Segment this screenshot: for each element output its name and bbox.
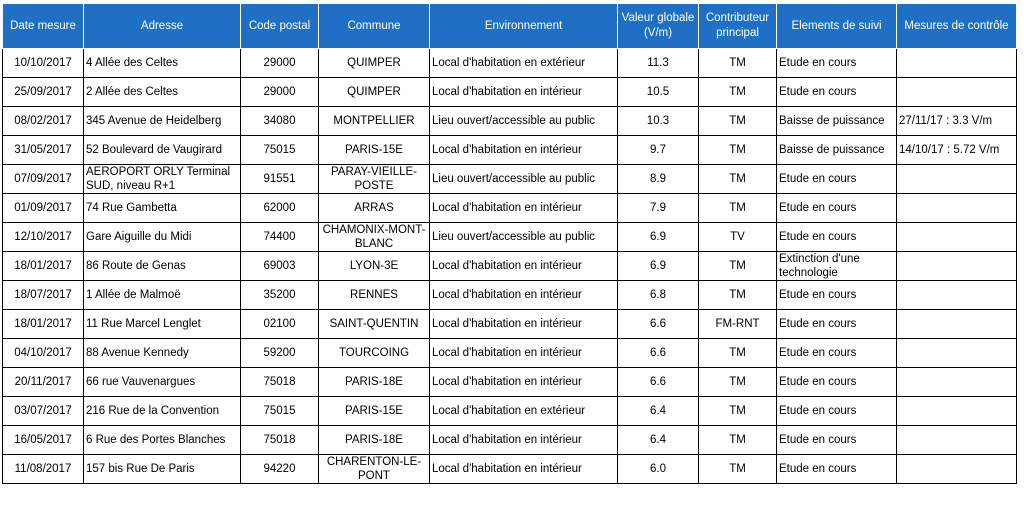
cell-date: 03/07/2017 bbox=[3, 397, 84, 426]
cell-code-postal: 69003 bbox=[241, 252, 319, 281]
cell-valeur: 8.9 bbox=[618, 165, 699, 194]
cell-date: 18/01/2017 bbox=[3, 252, 84, 281]
cell-commune: PARIS-18E bbox=[319, 368, 430, 397]
table-row bbox=[3, 455, 1017, 484]
table-row bbox=[3, 165, 1017, 194]
cell-suivi: Etude en cours bbox=[777, 281, 897, 310]
cell-contributeur: TM bbox=[699, 281, 777, 310]
cell-commune: CHAMONIX-MONT-BLANC bbox=[319, 223, 430, 252]
cell-environnement: Local d'habitation en extérieur bbox=[430, 397, 618, 426]
cell-environnement: Local d'habitation en intérieur bbox=[430, 194, 618, 223]
cell-adresse: Gare Aiguille du Midi bbox=[84, 223, 241, 252]
cell-valeur: 11.3 bbox=[618, 49, 699, 78]
cell-adresse: 345 Avenue de Heidelberg bbox=[84, 107, 241, 136]
cell-adresse: 157 bis Rue De Paris bbox=[84, 455, 241, 484]
cell-commune: QUIMPER bbox=[319, 49, 430, 78]
cell-controle bbox=[897, 455, 1017, 484]
cell-valeur: 6.9 bbox=[618, 223, 699, 252]
cell-date: 12/10/2017 bbox=[3, 223, 84, 252]
cell-contributeur: TM bbox=[699, 107, 777, 136]
cell-date: 31/05/2017 bbox=[3, 136, 84, 165]
cell-commune: PARAY-VIEILLE-POSTE bbox=[319, 165, 430, 194]
col-header-environnement: Environnement bbox=[430, 4, 618, 49]
cell-valeur: 7.9 bbox=[618, 194, 699, 223]
cell-suivi: Etude en cours bbox=[777, 455, 897, 484]
cell-environnement: Local d'habitation en intérieur bbox=[430, 426, 618, 455]
cell-contributeur: TM bbox=[699, 397, 777, 426]
measurement-table bbox=[2, 3, 1017, 484]
cell-suivi: Etude en cours bbox=[777, 49, 897, 78]
cell-environnement: Lieu ouvert/accessible au public bbox=[430, 165, 618, 194]
cell-date: 18/01/2017 bbox=[3, 310, 84, 339]
cell-adresse: 2 Allée des Celtes bbox=[84, 78, 241, 107]
col-header-valeur: Valeur globale (V/m) bbox=[618, 4, 699, 49]
cell-suivi: Etude en cours bbox=[777, 78, 897, 107]
table-row bbox=[3, 310, 1017, 339]
cell-valeur: 10.3 bbox=[618, 107, 699, 136]
cell-suivi: Etude en cours bbox=[777, 165, 897, 194]
table-row bbox=[3, 397, 1017, 426]
cell-suivi: Etude en cours bbox=[777, 397, 897, 426]
cell-adresse: 4 Allée des Celtes bbox=[84, 49, 241, 78]
col-header-code-postal: Code postal bbox=[241, 4, 319, 49]
cell-code-postal: 91551 bbox=[241, 165, 319, 194]
measurement-table-container bbox=[2, 3, 1017, 484]
cell-controle bbox=[897, 426, 1017, 455]
cell-suivi: Extinction d'une technologie bbox=[777, 252, 897, 281]
cell-commune: PARIS-15E bbox=[319, 136, 430, 165]
col-header-controle: Mesures de contrôle bbox=[897, 4, 1017, 49]
cell-controle bbox=[897, 78, 1017, 107]
cell-code-postal: 94220 bbox=[241, 455, 319, 484]
table-row bbox=[3, 136, 1017, 165]
cell-controle bbox=[897, 223, 1017, 252]
cell-date: 11/08/2017 bbox=[3, 455, 84, 484]
cell-controle: 27/11/17 : 3.3 V/m bbox=[897, 107, 1017, 136]
cell-controle bbox=[897, 252, 1017, 281]
cell-code-postal: 29000 bbox=[241, 49, 319, 78]
cell-adresse: 74 Rue Gambetta bbox=[84, 194, 241, 223]
cell-adresse: AEROPORT ORLY Terminal SUD, niveau R+1 bbox=[84, 165, 241, 194]
cell-adresse: 216 Rue de la Convention bbox=[84, 397, 241, 426]
cell-contributeur: TM bbox=[699, 426, 777, 455]
cell-contributeur: TM bbox=[699, 136, 777, 165]
table-row bbox=[3, 368, 1017, 397]
cell-environnement: Local d'habitation en intérieur bbox=[430, 455, 618, 484]
table-row bbox=[3, 281, 1017, 310]
cell-adresse: 86 Route de Genas bbox=[84, 252, 241, 281]
cell-valeur: 6.6 bbox=[618, 368, 699, 397]
cell-commune: MONTPELLIER bbox=[319, 107, 430, 136]
cell-code-postal: 75015 bbox=[241, 397, 319, 426]
cell-environnement: Local d'habitation en intérieur bbox=[430, 252, 618, 281]
cell-adresse: 66 rue Vauvenargues bbox=[84, 368, 241, 397]
cell-adresse: 1 Allée de Malmoë bbox=[84, 281, 241, 310]
cell-environnement: Lieu ouvert/accessible au public bbox=[430, 223, 618, 252]
col-header-adresse: Adresse bbox=[84, 4, 241, 49]
col-header-contributeur: Contributeur principal bbox=[699, 4, 777, 49]
cell-environnement: Local d'habitation en intérieur bbox=[430, 281, 618, 310]
cell-controle bbox=[897, 281, 1017, 310]
cell-commune: LYON-3E bbox=[319, 252, 430, 281]
cell-suivi: Etude en cours bbox=[777, 223, 897, 252]
cell-valeur: 6.0 bbox=[618, 455, 699, 484]
cell-valeur: 6.4 bbox=[618, 426, 699, 455]
cell-environnement: Local d'habitation en intérieur bbox=[430, 339, 618, 368]
cell-code-postal: 62000 bbox=[241, 194, 319, 223]
cell-date: 18/07/2017 bbox=[3, 281, 84, 310]
cell-suivi: Baisse de puissance bbox=[777, 136, 897, 165]
cell-date: 08/02/2017 bbox=[3, 107, 84, 136]
table-row bbox=[3, 252, 1017, 281]
table-row bbox=[3, 339, 1017, 368]
cell-date: 04/10/2017 bbox=[3, 339, 84, 368]
cell-controle bbox=[897, 194, 1017, 223]
header-row bbox=[3, 4, 1017, 49]
table-body bbox=[3, 49, 1017, 484]
cell-contributeur: TM bbox=[699, 455, 777, 484]
cell-adresse: 52 Boulevard de Vaugirard bbox=[84, 136, 241, 165]
cell-environnement: Local d'habitation en intérieur bbox=[430, 368, 618, 397]
cell-suivi: Etude en cours bbox=[777, 310, 897, 339]
cell-commune: SAINT-QUENTIN bbox=[319, 310, 430, 339]
cell-valeur: 6.6 bbox=[618, 310, 699, 339]
cell-code-postal: 75018 bbox=[241, 368, 319, 397]
cell-contributeur: TM bbox=[699, 78, 777, 107]
cell-controle bbox=[897, 397, 1017, 426]
table-row bbox=[3, 78, 1017, 107]
cell-adresse: 6 Rue des Portes Blanches bbox=[84, 426, 241, 455]
col-header-commune: Commune bbox=[319, 4, 430, 49]
col-header-date: Date mesure bbox=[3, 4, 84, 49]
cell-environnement: Local d'habitation en intérieur bbox=[430, 78, 618, 107]
cell-commune: PARIS-15E bbox=[319, 397, 430, 426]
cell-code-postal: 59200 bbox=[241, 339, 319, 368]
cell-contributeur: TM bbox=[699, 252, 777, 281]
cell-suivi: Etude en cours bbox=[777, 339, 897, 368]
table-row bbox=[3, 107, 1017, 136]
cell-suivi: Baisse de puissance bbox=[777, 107, 897, 136]
cell-suivi: Etude en cours bbox=[777, 426, 897, 455]
cell-code-postal: 34080 bbox=[241, 107, 319, 136]
cell-contributeur: FM-RNT bbox=[699, 310, 777, 339]
cell-code-postal: 29000 bbox=[241, 78, 319, 107]
cell-environnement: Local d'habitation en intérieur bbox=[430, 136, 618, 165]
cell-contributeur: TM bbox=[699, 49, 777, 78]
cell-contributeur: TM bbox=[699, 368, 777, 397]
cell-valeur: 6.8 bbox=[618, 281, 699, 310]
table-row bbox=[3, 194, 1017, 223]
cell-commune: ARRAS bbox=[319, 194, 430, 223]
cell-contributeur: TV bbox=[699, 223, 777, 252]
cell-controle bbox=[897, 165, 1017, 194]
cell-code-postal: 75018 bbox=[241, 426, 319, 455]
cell-commune: PARIS-18E bbox=[319, 426, 430, 455]
cell-valeur: 6.9 bbox=[618, 252, 699, 281]
cell-code-postal: 75015 bbox=[241, 136, 319, 165]
cell-date: 07/09/2017 bbox=[3, 165, 84, 194]
table-row bbox=[3, 223, 1017, 252]
cell-controle bbox=[897, 339, 1017, 368]
cell-suivi: Etude en cours bbox=[777, 368, 897, 397]
cell-commune: TOURCOING bbox=[319, 339, 430, 368]
cell-contributeur: TM bbox=[699, 339, 777, 368]
cell-valeur: 9.7 bbox=[618, 136, 699, 165]
cell-controle: 14/10/17 : 5.72 V/m bbox=[897, 136, 1017, 165]
cell-date: 25/09/2017 bbox=[3, 78, 84, 107]
cell-date: 01/09/2017 bbox=[3, 194, 84, 223]
cell-contributeur: TM bbox=[699, 194, 777, 223]
cell-adresse: 88 Avenue Kennedy bbox=[84, 339, 241, 368]
cell-date: 16/05/2017 bbox=[3, 426, 84, 455]
cell-valeur: 10.5 bbox=[618, 78, 699, 107]
cell-adresse: 11 Rue Marcel Lenglet bbox=[84, 310, 241, 339]
cell-code-postal: 35200 bbox=[241, 281, 319, 310]
cell-environnement: Local d'habitation en extérieur bbox=[430, 49, 618, 78]
table-row bbox=[3, 426, 1017, 455]
cell-controle bbox=[897, 310, 1017, 339]
cell-controle bbox=[897, 49, 1017, 78]
cell-commune: QUIMPER bbox=[319, 78, 430, 107]
table-row bbox=[3, 49, 1017, 78]
col-header-suivi: Elements de suivi bbox=[777, 4, 897, 49]
cell-code-postal: 02100 bbox=[241, 310, 319, 339]
cell-date: 20/11/2017 bbox=[3, 368, 84, 397]
cell-valeur: 6.6 bbox=[618, 339, 699, 368]
cell-environnement: Local d'habitation en intérieur bbox=[430, 310, 618, 339]
cell-date: 10/10/2017 bbox=[3, 49, 84, 78]
cell-environnement: Lieu ouvert/accessible au public bbox=[430, 107, 618, 136]
cell-suivi: Etude en cours bbox=[777, 194, 897, 223]
cell-commune: CHARENTON-LE-PONT bbox=[319, 455, 430, 484]
cell-controle bbox=[897, 368, 1017, 397]
cell-valeur: 6.4 bbox=[618, 397, 699, 426]
cell-commune: RENNES bbox=[319, 281, 430, 310]
cell-code-postal: 74400 bbox=[241, 223, 319, 252]
cell-contributeur: TM bbox=[699, 165, 777, 194]
